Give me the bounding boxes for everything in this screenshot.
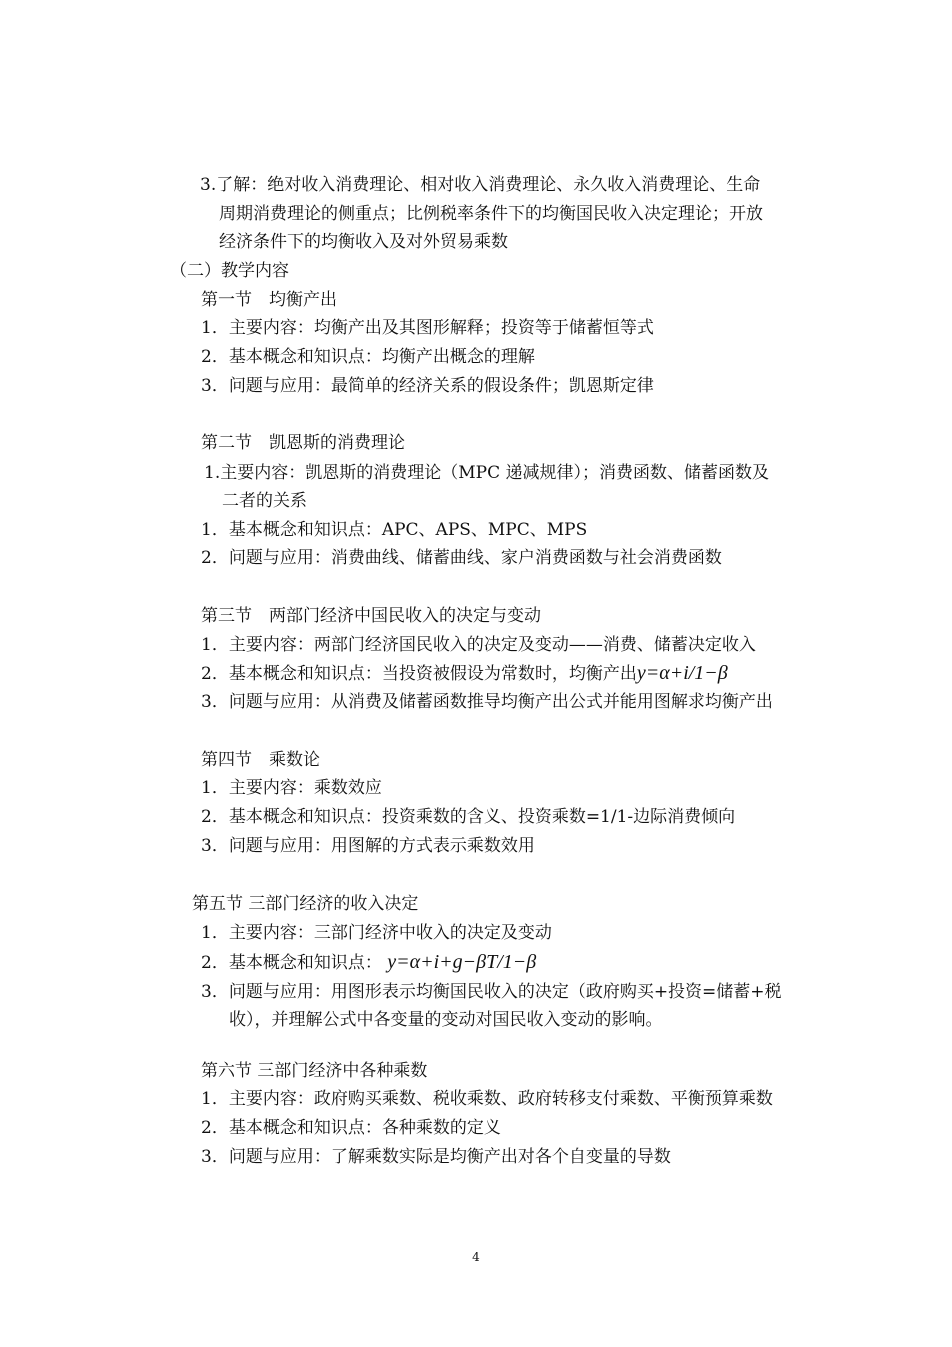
section-4-item-2: 2．基本概念和知识点：投资乘数的含义、投资乘数=1/1-边际消费倾向 <box>201 807 736 827</box>
section-1-item-1: 1．主要内容：均衡产出及其图形解释；投资等于储蓄恒等式 <box>201 318 654 338</box>
section-2-item-1-line-2: 二者的关系 <box>222 491 307 511</box>
section-3-title: 第三节 两部门经济中国民收入的决定与变动 <box>201 606 541 626</box>
objective-3-line-2: 周期消费理论的侧重点；比例税率条件下的均衡国民收入决定理论；开放 <box>219 204 763 224</box>
section-5-item-2 <box>201 951 536 974</box>
section-5-item-2-text: 2．基本概念和知识点： <box>201 953 382 973</box>
section-4-item-3: 3．问题与应用：用图解的方式表示乘数效用 <box>201 836 535 856</box>
section-5-item-1: 1．主要内容：三部门经济中收入的决定及变动 <box>201 923 552 943</box>
section-1-item-3: 3．问题与应用：最简单的经济关系的假设条件；凯恩斯定律 <box>201 376 654 396</box>
section-1-item-2: 2．基本概念和知识点：均衡产出概念的理解 <box>201 347 535 367</box>
section-6-item-2: 2．基本概念和知识点：各种乘数的定义 <box>201 1118 501 1138</box>
objective-3-line-3: 经济条件下的均衡收入及对外贸易乘数 <box>219 232 508 252</box>
section-5-item-3-line-1: 3．问题与应用：用图形表示均衡国民收入的决定（政府购买+投资=储蓄+税 <box>201 982 782 1002</box>
section-3-item-3: 3．问题与应用：从消费及储蓄函数推导均衡产出公式并能用图解求均衡产出 <box>201 692 773 712</box>
section-3-item-1: 1．主要内容：两部门经济国民收入的决定及变动——消费、储蓄决定收入 <box>201 635 756 655</box>
section-6-item-3: 3．问题与应用：了解乘数实际是均衡产出对各个自变量的导数 <box>201 1147 671 1167</box>
section-1-title: 第一节 均衡产出 <box>201 290 337 310</box>
section-6-title: 第六节 三部门经济中各种乘数 <box>201 1061 428 1081</box>
equilibrium-output-formula: y=α+i/1−β <box>636 662 728 684</box>
section-2-item-3: 2．问题与应用：消费曲线、储蓄曲线、家户消费函数与社会消费函数 <box>201 548 722 568</box>
section-5-item-3-line-2: 收），并理解公式中各变量的变动对国民收入变动的影响。 <box>229 1010 663 1030</box>
teaching-content-heading: （二）教学内容 <box>170 261 289 281</box>
section-5-title: 第五节 三部门经济的收入决定 <box>192 894 419 914</box>
section-6-item-1: 1．主要内容：政府购买乘数、税收乘数、政府转移支付乘数、平衡预算乘数 <box>201 1089 773 1109</box>
section-2-item-1-line-1: 1.主要内容：凯恩斯的消费理论（MPC 递减规律）；消费函数、储蓄函数及 <box>204 463 769 483</box>
three-sector-income-formula: y=α+i+g−βT/1−β <box>387 951 537 973</box>
objective-3-line-1: 3.了解：绝对收入消费理论、相对收入消费理论、永久收入消费理论、生命 <box>200 175 761 195</box>
section-2-item-2: 1．基本概念和知识点：APC、APS、MPC、MPS <box>201 520 588 540</box>
section-4-title: 第四节 乘数论 <box>201 750 320 770</box>
section-4-item-1: 1．主要内容：乘数效应 <box>201 778 382 798</box>
section-2-title: 第二节 凯恩斯的消费理论 <box>201 433 405 453</box>
page-number: 4 <box>472 1250 480 1264</box>
section-3-item-2 <box>201 662 728 685</box>
section-3-item-2-text: 2．基本概念和知识点：当投资被假设为常数时，均衡产出 <box>201 664 637 684</box>
